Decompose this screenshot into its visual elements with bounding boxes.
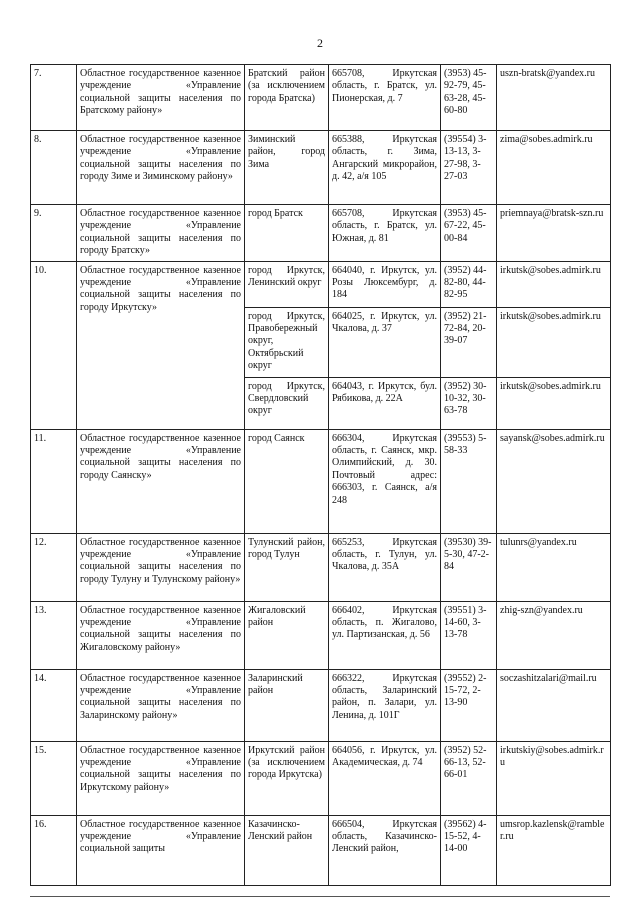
organization-name: Областное государственное казенное учреждение «Управление социальной защиты населения по городу Иркутску» bbox=[77, 261, 245, 429]
table-row bbox=[31, 669, 611, 741]
organization-name: Областное государственное казенное учреждение «Управление социальной защиты населения по городу Тулуну и Тулунскому району» bbox=[77, 533, 245, 601]
territory-cell: город Иркутск, Свердловский округ bbox=[245, 377, 329, 429]
institutions-table bbox=[30, 64, 611, 886]
address-cell: 666504, Иркутская область, Казачинско-Ленский район, bbox=[329, 815, 441, 885]
address-cell: 664043, г. Иркутск, бул. Рябикова, д. 22А bbox=[329, 377, 441, 429]
row-number: 15. bbox=[31, 741, 77, 815]
table-row bbox=[31, 261, 611, 307]
row-number: 11. bbox=[31, 429, 77, 533]
email-cell: tulunrs@yandex.ru bbox=[497, 533, 611, 601]
address-cell: 664025, г. Иркутск, ул. Чкалова, д. 37 bbox=[329, 307, 441, 377]
address-cell: 666402, Иркутская область, п. Жигалово, ул. Партизанская, д. 56 bbox=[329, 601, 441, 669]
phone-cell: (3953) 45-92-79, 45-63-28, 45-60-80 bbox=[441, 65, 497, 131]
row-number: 12. bbox=[31, 533, 77, 601]
address-cell: 664056, г. Иркутск, ул. Академическая, д. 74 bbox=[329, 741, 441, 815]
email-cell: irkutsk@sobes.admirk.ru bbox=[497, 377, 611, 429]
address-cell: 665708, Иркутская область, г. Братск, ул. Пионерская, д. 7 bbox=[329, 65, 441, 131]
row-number: 13. bbox=[31, 601, 77, 669]
territory-cell: город Иркутск, Правобережный округ, Октябрьский округ bbox=[245, 307, 329, 377]
phone-cell: (39553) 5-58-33 bbox=[441, 429, 497, 533]
territory-cell: Тулунский район, город Тулун bbox=[245, 533, 329, 601]
page-number: 2 bbox=[317, 36, 323, 50]
territory-cell: город Иркутск, Ленинский округ bbox=[245, 261, 329, 307]
address-cell: 664040, г. Иркутск, ул. Розы Люксембург, д. 184 bbox=[329, 261, 441, 307]
organization-name: Областное государственное казенное учреждение «Управление социальной защиты населения по городу Братску» bbox=[77, 205, 245, 262]
phone-cell: (39530) 39-5-30, 47-2-84 bbox=[441, 533, 497, 601]
phone-cell: (3952) 30-10-32, 30-63-78 bbox=[441, 377, 497, 429]
territory-cell: Жигаловский район bbox=[245, 601, 329, 669]
territory-cell: Казачинско-Ленский район bbox=[245, 815, 329, 885]
email-cell: soczashitzalari@mail.ru bbox=[497, 669, 611, 741]
email-cell: irkutsk@sobes.admirk.ru bbox=[497, 307, 611, 377]
page-bottom-rule bbox=[30, 896, 610, 897]
address-cell: 665708, Иркутская область, г. Братск, ул. Южная, д. 81 bbox=[329, 205, 441, 262]
territory-cell: Иркутский район (за исключением города Иркутска) bbox=[245, 741, 329, 815]
email-cell: sayansk@sobes.admirk.ru bbox=[497, 429, 611, 533]
table-body bbox=[31, 65, 611, 886]
address-cell: 666304, Иркутская область, г. Саянск, мкр. Олимпийский, д. 30. Почтовый адрес: 666303, г. Саянск, а/я 248 bbox=[329, 429, 441, 533]
email-cell: priemnaya@bratsk-szn.ru bbox=[497, 205, 611, 262]
email-cell: irkutsk@sobes.admirk.ru bbox=[497, 261, 611, 307]
territory-cell: Заларинский район bbox=[245, 669, 329, 741]
table-row bbox=[31, 205, 611, 262]
organization-name: Областное государственное казенное учреждение «Управление социальной защиты населения по Жигаловскому району» bbox=[77, 601, 245, 669]
table-row bbox=[31, 429, 611, 533]
phone-cell: (3953) 45-67-22, 45-00-84 bbox=[441, 205, 497, 262]
table-row bbox=[31, 131, 611, 205]
address-cell: 665253, Иркутская область, г. Тулун, ул. Чкалова, д. 35А bbox=[329, 533, 441, 601]
row-number: 9. bbox=[31, 205, 77, 262]
email-cell: uszn-bratsk@yandex.ru bbox=[497, 65, 611, 131]
row-number: 16. bbox=[31, 815, 77, 885]
phone-cell: (3952) 21-72-84, 20-39-07 bbox=[441, 307, 497, 377]
table-row bbox=[31, 601, 611, 669]
phone-cell: (3952) 52-66-13, 52-66-01 bbox=[441, 741, 497, 815]
phone-cell: (3952) 44-82-80, 44-82-95 bbox=[441, 261, 497, 307]
territory-cell: город Саянск bbox=[245, 429, 329, 533]
organization-name: Областное государственное казенное учреждение «Управление социальной защиты населения по городу Зиме и Зиминскому району» bbox=[77, 131, 245, 205]
organization-name: Областное государственное казенное учреждение «Управление социальной защиты населения по Заларинскому району» bbox=[77, 669, 245, 741]
row-number: 7. bbox=[31, 65, 77, 131]
email-cell: umsrop.kazlensk@rambler.ru bbox=[497, 815, 611, 885]
territory-cell: Зиминский район, город Зима bbox=[245, 131, 329, 205]
organization-name: Областное государственное казенное учреждение «Управление социальной защиты bbox=[77, 815, 245, 885]
email-cell: zima@sobes.admirk.ru bbox=[497, 131, 611, 205]
organization-name: Областное государственное казенное учреждение «Управление социальной защиты населения по городу Саянску» bbox=[77, 429, 245, 533]
row-number: 10. bbox=[31, 261, 77, 429]
organization-name: Областное государственное казенное учреждение «Управление социальной защиты населения по Иркутскому району» bbox=[77, 741, 245, 815]
organization-name: Областное государственное казенное учреждение «Управление социальной защиты населения по Братскому району» bbox=[77, 65, 245, 131]
email-cell: irkutskiy@sobes.admirk.ru bbox=[497, 741, 611, 815]
phone-cell: (39552) 2-15-72, 2-13-90 bbox=[441, 669, 497, 741]
row-number: 14. bbox=[31, 669, 77, 741]
email-cell: zhig-szn@yandex.ru bbox=[497, 601, 611, 669]
address-cell: 666322, Иркутская область, Заларинский район, п. Залари, ул. Ленина, д. 101Г bbox=[329, 669, 441, 741]
territory-cell: город Братск bbox=[245, 205, 329, 262]
phone-cell: (39562) 4-15-52, 4-14-00 bbox=[441, 815, 497, 885]
table-row bbox=[31, 815, 611, 885]
phone-cell: (39551) 3-14-60, 3-13-78 bbox=[441, 601, 497, 669]
row-number: 8. bbox=[31, 131, 77, 205]
phone-cell: (39554) 3-13-13, 3-27-98, 3-27-03 bbox=[441, 131, 497, 205]
address-cell: 665388, Иркутская область, г. Зима, Ангарский микрорайон, д. 42, а/я 105 bbox=[329, 131, 441, 205]
table-row bbox=[31, 741, 611, 815]
table-row bbox=[31, 533, 611, 601]
table-row bbox=[31, 65, 611, 131]
territory-cell: Братский район (за исключением города Братска) bbox=[245, 65, 329, 131]
